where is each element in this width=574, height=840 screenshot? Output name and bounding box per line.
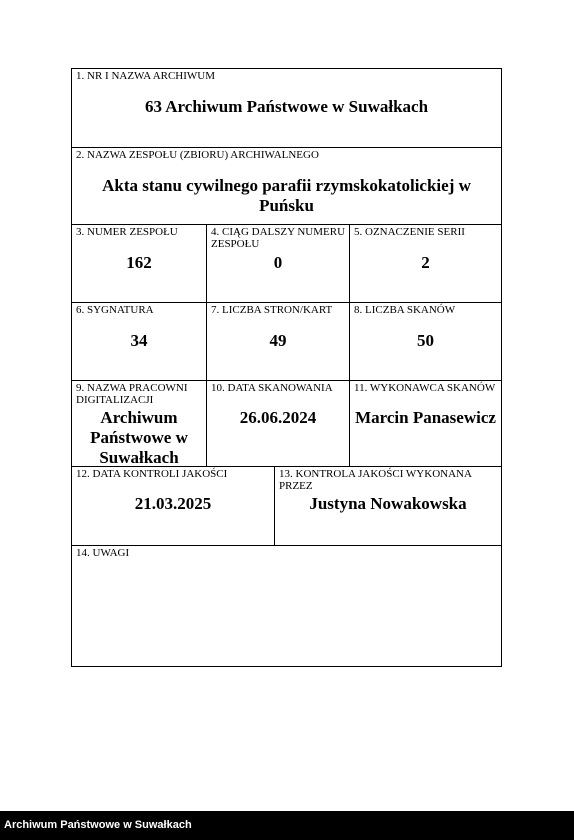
field-collection-name-value: Akta stanu cywilnego parafii rzymskokatolickiej w Puńsku: [102, 176, 471, 215]
field-signature: [72, 303, 207, 381]
field-archive: [72, 69, 501, 148]
field-collection-number-cont-label: 4. CIĄG DALSZY NUMERU ZESPOŁU: [211, 226, 346, 250]
field-series-label: 5. OZNACZENIE SERII: [354, 226, 465, 238]
field-scan-count-label: 8. LICZBA SKANÓW: [354, 304, 456, 316]
field-archive-label: 1. NR I NAZWA ARCHIWUM: [76, 70, 216, 82]
field-scan-operator-value: Marcin Panasewicz: [355, 408, 496, 427]
field-qc-date: [72, 467, 275, 546]
field-qc-by-value: Justyna Nowakowska: [309, 494, 467, 513]
field-qc-by: [275, 467, 501, 546]
field-scan-date: [207, 381, 350, 467]
field-page-count-value: 49: [269, 331, 287, 350]
field-scan-count: [350, 303, 501, 381]
field-collection-number-value: 162: [126, 253, 152, 272]
field-digitization-lab-value: Archiwum Państwowe w Suwałkach: [90, 408, 188, 467]
field-collection-number-cont-value: 0: [273, 253, 283, 272]
field-scan-date-label: 10. DATA SKANOWANIA: [211, 382, 333, 394]
field-page-count-label: 7. LICZBA STRON/KART: [211, 304, 333, 316]
field-collection-name-label: 2. NAZWA ZESPOŁU (ZBIORU) ARCHIWALNEGO: [76, 149, 319, 161]
footer-text: Archiwum Państwowe w Suwałkach: [4, 819, 192, 831]
field-scan-operator-label: 11. WYKONAWCA SKANÓW: [354, 382, 496, 394]
field-series: [350, 225, 501, 303]
field-collection-name: [72, 148, 501, 225]
field-signature-label: 6. SYGNATURA: [76, 304, 154, 316]
field-archive-value: 63 Archiwum Państwowe w Suwałkach: [144, 97, 429, 116]
field-digitization-lab: [72, 381, 207, 467]
field-notes: [72, 546, 501, 666]
field-scan-operator: [350, 381, 501, 467]
field-collection-number-label: 3. NUMER ZESPOŁU: [76, 226, 178, 238]
field-collection-number: [72, 225, 207, 303]
field-page-count: [207, 303, 350, 381]
metadata-form: [71, 68, 502, 667]
field-collection-number-cont: [207, 225, 350, 303]
field-scan-date-value: 26.06.2024: [239, 408, 317, 427]
field-signature-value: 34: [130, 331, 148, 350]
field-qc-date-label: 12. DATA KONTROLI JAKOŚCI: [76, 468, 228, 480]
field-series-value: 2: [421, 253, 430, 272]
footer-bar: [0, 811, 574, 840]
field-scan-count-value: 50: [417, 331, 434, 350]
field-qc-by-label: 13. KONTROLA JAKOŚCI WYKONANA PRZEZ: [279, 468, 472, 492]
field-notes-label: 14. UWAGI: [76, 547, 130, 559]
field-digitization-lab-label: 9. NAZWA PRACOWNI DIGITALIZACJI: [76, 382, 188, 406]
field-qc-date-value: 21.03.2025: [134, 494, 212, 513]
